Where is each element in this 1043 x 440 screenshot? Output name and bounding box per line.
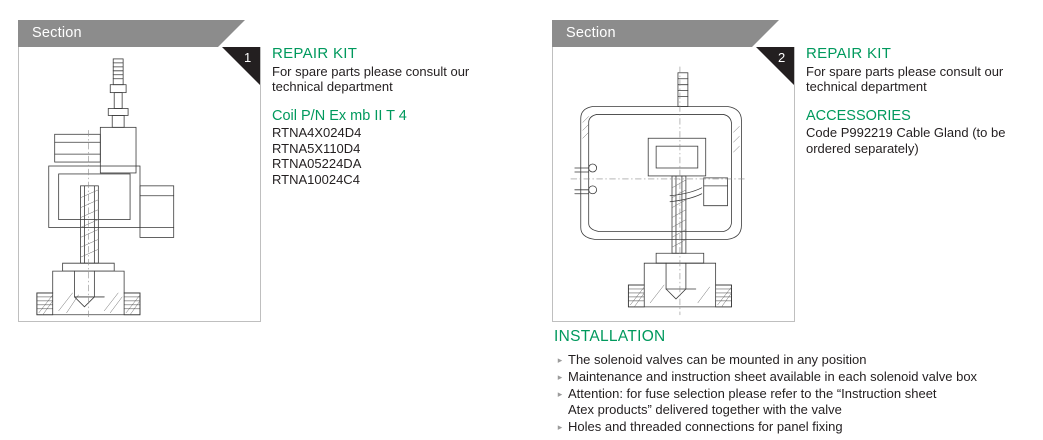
valve-section-drawing-1: [19, 47, 260, 320]
triangle-bullet-icon: ▸: [557, 422, 563, 432]
figure-box-2: [552, 47, 795, 322]
coil-part-3: RTNA10024C4: [272, 171, 360, 187]
installation-block: [552, 328, 1022, 436]
accessories-heading: ACCESSORIES: [806, 107, 911, 124]
installation-bullet-2-cont: Atex products” delivered together with the valve: [568, 402, 842, 417]
coil-part-2: RTNA05224DA: [272, 156, 362, 171]
list-item: [552, 386, 1022, 418]
repair-kit-heading-2: REPAIR KIT: [806, 45, 892, 62]
list-item: [552, 419, 1022, 435]
triangle-bullet-icon: ▸: [557, 355, 563, 365]
repair-kit-body-2: For spare parts please consult our technical department: [806, 63, 1004, 94]
list-item: [552, 352, 1022, 368]
section-tab-label: Section: [566, 25, 616, 41]
repair-kit-body-1: For spare parts please consult our technical department: [272, 63, 470, 94]
figure-box-1: [18, 47, 261, 322]
installation-bullet-3: Holes and threaded connections for panel fixing: [568, 419, 843, 434]
text-block-1: [272, 46, 522, 187]
repair-kit-heading-1: REPAIR KIT: [272, 45, 358, 62]
triangle-bullet-icon: ▸: [557, 372, 563, 382]
coil-part-1: RTNA5X110D4: [272, 140, 361, 156]
triangle-bullet-icon: ▸: [557, 389, 563, 399]
valve-box-section-drawing-2: [553, 47, 794, 320]
installation-title: INSTALLATION: [554, 328, 666, 345]
installation-bullet-2: Attention: for fuse selection please refer to the “Instruction sheet: [568, 386, 937, 401]
installation-bullet-1: Maintenance and instruction sheet available in each solenoid valve box: [568, 369, 978, 384]
accessories-body: Code P992219 Cable Gland (to be ordered separately): [806, 125, 1006, 156]
section-tab-1: [18, 20, 218, 47]
list-item: [552, 369, 1022, 385]
text-block-2: [806, 46, 1031, 156]
section-panel-1: [18, 20, 261, 322]
section-tab-label: Section: [32, 25, 82, 41]
section-tab-2: [552, 20, 752, 47]
coil-pn-heading: Coil P/N Ex mb II T 4: [272, 107, 407, 124]
figure-number-1: 1: [244, 50, 252, 65]
installation-bullet-0: The solenoid valves can be mounted in any position: [568, 352, 867, 367]
section-panel-2: [552, 20, 795, 322]
coil-part-0: RTNA4X024D4: [272, 125, 362, 140]
figure-number-2: 2: [778, 50, 786, 65]
